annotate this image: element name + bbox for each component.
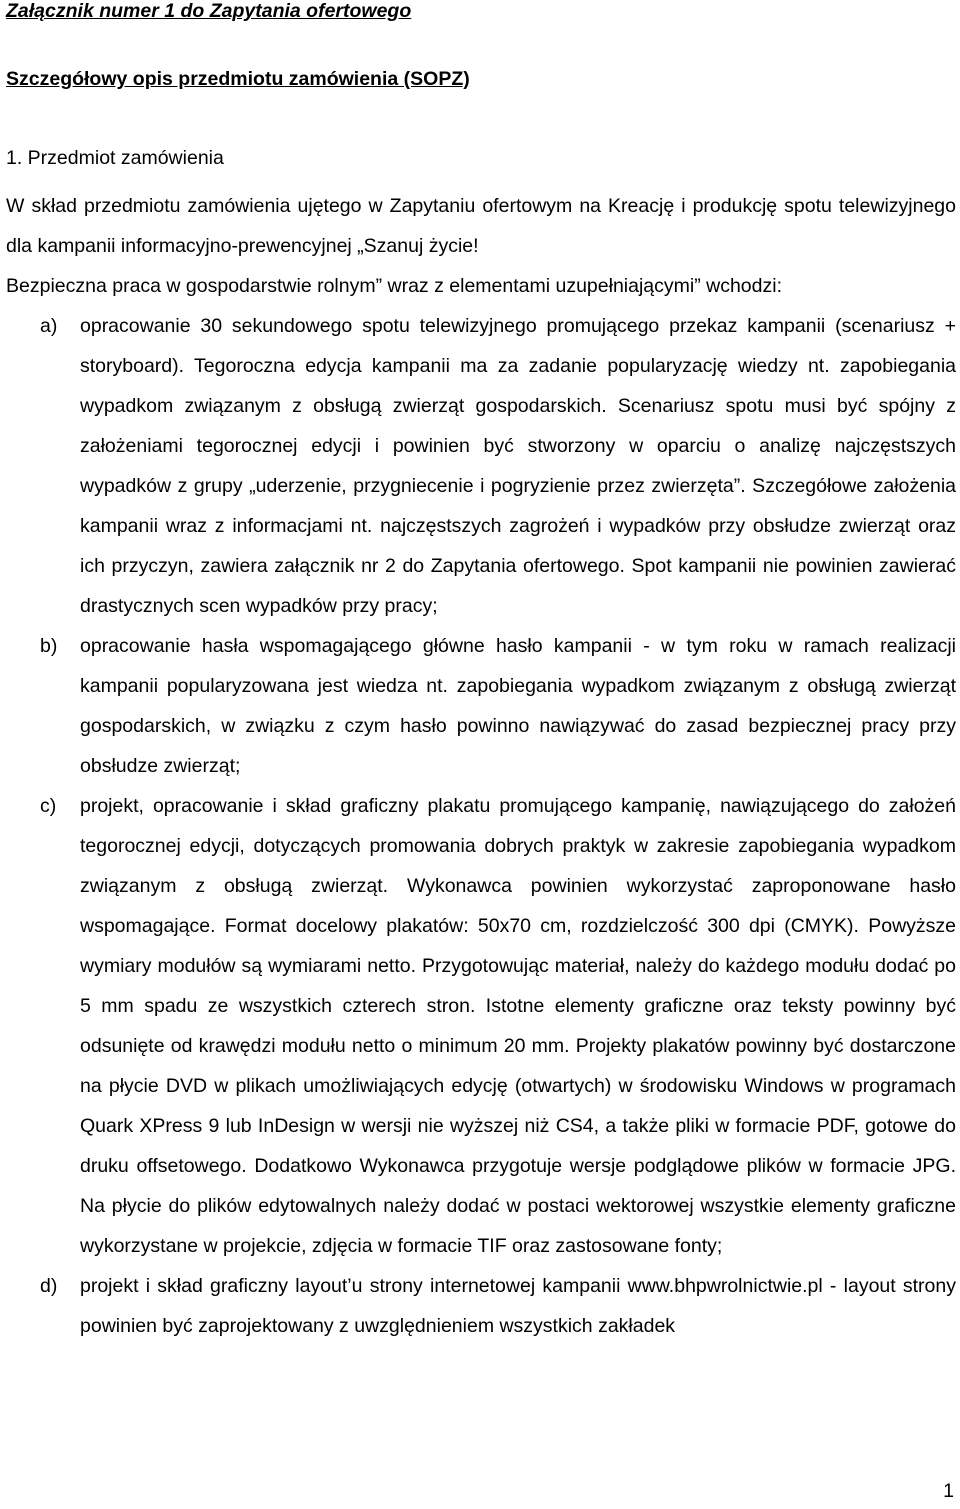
section-heading: 1. Przedmiot zamówienia [6, 147, 224, 169]
list-item-c [0, 786, 956, 1266]
list-item-d [0, 1266, 956, 1346]
document-title: Szczegółowy opis przedmiotu zamówienia (SOPZ) [6, 68, 470, 90]
list-item-b [0, 626, 956, 786]
list-marker: c) [40, 795, 57, 817]
list-item-text: projekt, opracowanie i skład graficzny plakatu promującego kampanię, nawiązującego do założeń tegorocznej edycji, dotyczących promowania dobrych praktyk w zakresie zapobiegania wypadkom związanym z obsługą zwierząt. Wykonawca powinien wykorzystać zaproponowane hasło wspomagające. Format docelowy plakatów: 50x70 cm, rozdzielczość 300 dpi (CMYK). Powyższe wymiary modułów są wymiarami netto. Przygotowując materiał, należy do każdego modułu dodać po 5 mm spadu ze wszystkich czterech stron. Istotne elementy graficzne oraz teksty powinny być odsunięte od krawędzi modułu netto o minimum 20 mm. Projekty plakatów powinny być dostarczone na płycie DVD w plikach umożliwiających edycję (otwartych) w środowisku Windows w programach Quark XPress 9 lub InDesign w wersji nie wyższej niż CS4, a także pliki w formacie PDF, gotowe do druku offsetowego. Dodatkowo Wykonawca przygotuje wersje podglądowe plików w formacie JPG. Na płycie do plików edytowalnych należy dodać w postaci wektorowej wszystkie elementy graficzne wykorzystane w projekcie, zdjęcia w formacie TIF oraz zastosowane fonty; [80, 795, 956, 1257]
annex-title: Załącznik numer 1 do Zapytania ofertowego [6, 0, 412, 22]
list-marker: d) [40, 1275, 58, 1297]
list-item-text: projekt i skład graficzny layout’u strony internetowej kampanii www.bhpwrolnictwie.pl - layout strony powinien być zaprojektowany z uwzględnieniem wszystkich zakładek [80, 1275, 956, 1337]
page-number: 1 [943, 1480, 954, 1502]
scope-list [0, 306, 960, 1346]
list-item-text: opracowanie hasła wspomagającego główne hasło kampanii - w tym roku w ramach realizacji kampanii popularyzowana jest wiedza nt. zapobiegania wypadkom związanym z obsługą zwierząt gospodarskich, w związku z czym hasło powinno nawiązywać do zasad bezpiecznej pracy przy obsłudze zwierząt; [80, 635, 956, 777]
lead-paragraph: Bezpieczna praca w gospodarstwie rolnym” wraz z elementami uzupełniającymi” wchodzi: [6, 275, 782, 297]
list-marker: a) [40, 315, 58, 337]
list-item-text: opracowanie 30 sekundowego spotu telewizyjnego promującego przekaz kampanii (scenariusz + storyboard). Tegoroczna edycja kampanii ma za zadanie popularyzację wiedzy nt. zapobiegania wypadkom związanym z obsługą zwierząt gospodarskich. Scenariusz spotu musi być spójny z założeniami tegorocznej edycji i powinien być stworzony w oparciu o analizę najczęstszych wypadków z grupy „uderzenie, przygniecenie i pogryzienie przez zwierzęta”. Szczegółowe założenia kampanii wraz z informacjami nt. najczęstszych zagrożeń i wypadków przy obsłudze zwierząt oraz ich przyczyn, zawiera załącznik nr 2 do Zapytania ofertowego. Spot kampanii nie powinien zawierać drastycznych scen wypadków przy pracy; [80, 315, 956, 617]
list-item-a [0, 306, 956, 626]
list-marker: b) [40, 635, 58, 657]
intro-paragraph: W skład przedmiotu zamówienia ujętego w Zapytaniu ofertowym na Kreację i produkcję spotu telewizyjnego dla kampanii informacyjno-prewencyjnej „Szanuj życie! [6, 195, 956, 257]
